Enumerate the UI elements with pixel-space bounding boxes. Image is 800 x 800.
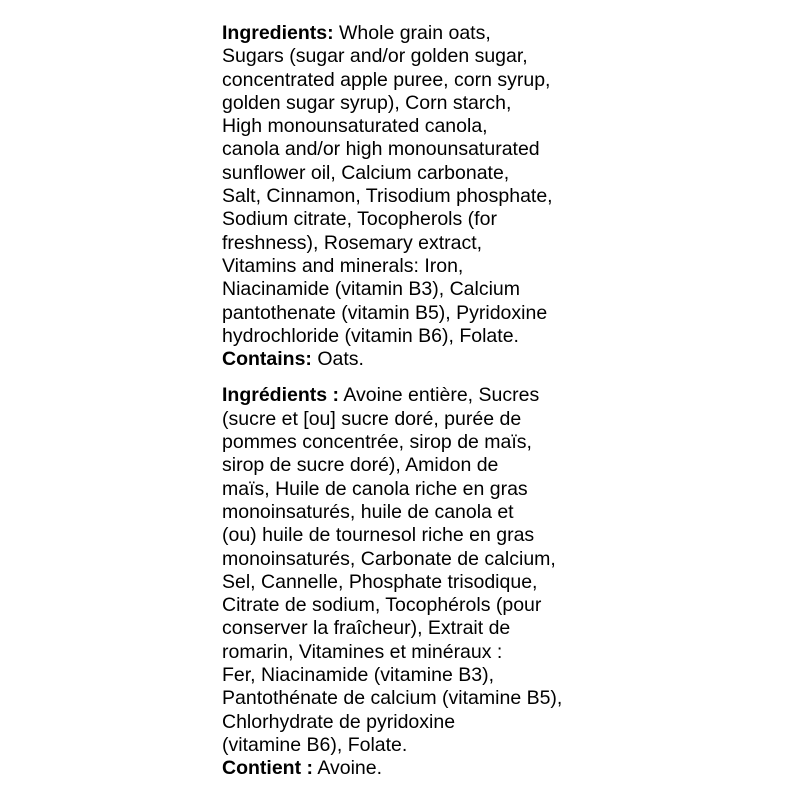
french-ingredients-line: conserver la fraîcheur), Extrait de	[222, 617, 511, 640]
french-contains-line	[222, 757, 782, 780]
french-ingredients-first-line	[222, 384, 782, 407]
english-ingredients-line: High monounsaturated canola,	[222, 115, 488, 138]
english-ingredients-line: concentrated apple puree, corn syrup,	[222, 68, 551, 91]
english-ingredients-first-line	[222, 22, 782, 45]
french-ingredients-section	[222, 384, 782, 780]
french-ingredients-line: Fer, Niacinamide (vitamine B3),	[222, 664, 495, 687]
english-ingredients-line: Niacinamide (vitamin B3), Calcium	[222, 278, 521, 301]
french-ingredients-line: (sucre et [ou] sucre doré, purée de	[222, 407, 522, 430]
english-ingredients-first-text: Whole grain oats,	[333, 22, 491, 44]
english-ingredients-line: sunflower oil, Calcium carbonate,	[222, 161, 510, 184]
french-ingredients-heading: Ingrédients :	[222, 384, 340, 407]
english-ingredients-line: Vitamins and minerals: Iron,	[222, 254, 464, 277]
french-ingredients-line: monoinsaturés, huile de canola et	[222, 500, 514, 523]
french-ingredients-line: pommes concentrée, sirop de maïs,	[222, 431, 532, 454]
english-ingredients-line: Salt, Cinnamon, Trisodium phosphate,	[222, 185, 553, 208]
english-ingredients-section	[222, 22, 782, 371]
english-ingredients-line: canola and/or high monounsaturated	[222, 138, 540, 161]
english-ingredients-line: hydrochloride (vitamin B6), Folate.	[222, 324, 519, 347]
english-ingredients-line: Sugars (sugar and/or golden sugar,	[222, 45, 528, 68]
french-ingredients-line: (ou) huile de tournesol riche en gras	[222, 524, 535, 547]
french-ingredients-line: Pantothénate de calcium (vitamine B5),	[222, 687, 563, 710]
english-contains-line	[222, 348, 782, 371]
french-ingredients-first-text: Avoine entière, Sucres	[339, 384, 540, 407]
french-contains-value: Avoine.	[312, 757, 383, 780]
french-ingredients-line: (vitamine B6), Folate.	[222, 733, 408, 756]
english-ingredients-heading: Ingredients:	[222, 22, 334, 44]
french-contains-label: Contient :	[222, 757, 313, 780]
french-ingredients-line: maïs, Huile de canola riche en gras	[222, 477, 528, 500]
french-ingredients-line: sirop de sucre doré), Amidon de	[222, 454, 499, 477]
french-ingredients-line: Chlorhydrate de pyridoxine	[222, 710, 456, 733]
french-ingredients-line: Citrate de sodium, Tocophérols (pour	[222, 594, 542, 617]
english-ingredients-line: golden sugar syrup), Corn starch,	[222, 91, 512, 114]
english-ingredients-line: pantothenate (vitamin B5), Pyridoxine	[222, 301, 548, 324]
french-ingredients-line: romarin, Vitamines et minéraux :	[222, 640, 503, 663]
french-ingredients-line: monoinsaturés, Carbonate de calcium,	[222, 547, 556, 570]
section-spacer	[222, 371, 782, 384]
french-ingredients-line: Sel, Cannelle, Phosphate trisodique,	[222, 570, 538, 593]
english-ingredients-line: Sodium citrate, Tocopherols (for	[222, 208, 497, 231]
english-ingredients-line: freshness), Rosemary extract,	[222, 231, 483, 254]
english-contains-value: Oats.	[311, 348, 364, 371]
ingredients-panel	[222, 22, 782, 781]
english-contains-label: Contains:	[222, 348, 312, 371]
